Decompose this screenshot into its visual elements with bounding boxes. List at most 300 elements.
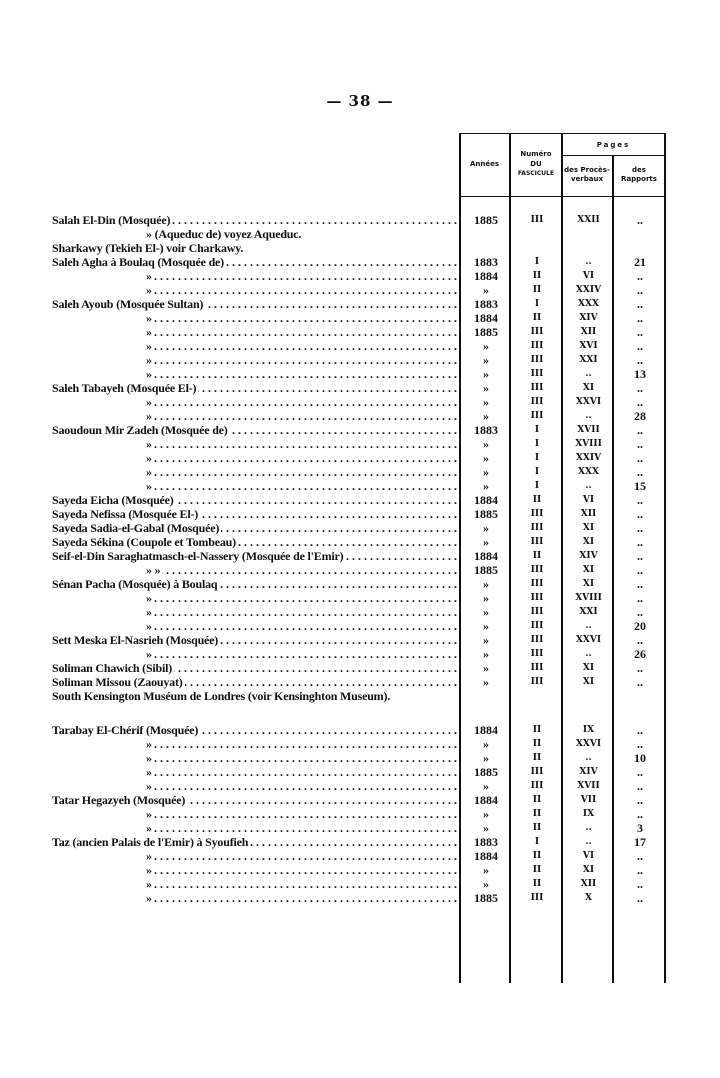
- entry-proces-verbaux: XII: [580, 327, 597, 337]
- table-row: [0, 409, 720, 423]
- entry-rapports: ..: [637, 297, 643, 311]
- entry-year: »: [483, 619, 489, 633]
- entry-fascicule: III: [530, 663, 544, 673]
- table-row: [0, 835, 720, 849]
- entry-fascicule: II: [532, 313, 542, 323]
- entry-proces-verbaux: XXVI: [575, 739, 602, 749]
- entry-fascicule: II: [532, 725, 542, 735]
- entry-year: »: [483, 577, 489, 591]
- entry-proces-verbaux: XXVI: [575, 397, 602, 407]
- entry-year: »: [483, 535, 489, 549]
- table-row: [0, 737, 720, 751]
- table-row: [0, 647, 720, 661]
- entry-proces-verbaux: VI: [582, 495, 595, 505]
- entry-label-text: Tatar Hegazyeh (Mosquée): [52, 793, 186, 807]
- entry-proces-verbaux: XXX: [578, 299, 599, 309]
- entry-label-text: »: [52, 807, 154, 821]
- entry-label-text: »: [52, 877, 154, 891]
- table-row: [0, 605, 720, 619]
- entry-rapports: ..: [637, 437, 643, 451]
- entry-label-text: » »: [52, 563, 162, 577]
- entry-proces-verbaux: XXX: [578, 467, 599, 477]
- entry-rapports: ..: [637, 849, 643, 863]
- entry-label-text: Soliman Missou (Zaouyat): [52, 675, 183, 689]
- entry-year: 1884: [474, 269, 498, 283]
- entry-label-text: »: [52, 591, 154, 605]
- entry-rapports: ..: [637, 863, 643, 877]
- entry-proces-verbaux: ..: [585, 837, 592, 847]
- entry-rapports: ..: [637, 311, 643, 325]
- entry-label-text: Sett Meska El-Nasrieh (Mosquée): [52, 633, 219, 647]
- table-row: [0, 751, 720, 765]
- entry-proces-verbaux: XIV: [579, 767, 598, 777]
- entry-year: 1885: [474, 891, 498, 905]
- entry-year: »: [483, 675, 489, 689]
- entry-proces-verbaux: XI: [582, 537, 595, 547]
- pages-sub-rule: [561, 155, 666, 156]
- entry-label-text: »: [52, 821, 154, 835]
- entry-year: »: [483, 381, 489, 395]
- entry-proces-verbaux: XXI: [579, 355, 598, 365]
- table-row: [0, 437, 720, 451]
- table-row: [0, 849, 720, 863]
- entry-label-text: »: [52, 765, 154, 779]
- entry-label: [52, 619, 457, 633]
- entry-label-text: Saleh Tabayeh (Mosquée El-): [52, 381, 197, 395]
- entry-year: 1884: [474, 549, 498, 563]
- entry-rapports: ..: [637, 877, 643, 891]
- entry-label: [52, 493, 457, 507]
- entry-rapports: 15: [634, 479, 646, 493]
- entry-label-text: »: [52, 353, 154, 367]
- entry-label-text: »: [52, 395, 154, 409]
- table-row: [0, 255, 720, 269]
- entry-label-text: »: [52, 737, 154, 751]
- entry-proces-verbaux: IX: [582, 809, 595, 819]
- entry-rapports: 10: [634, 751, 646, 765]
- table-row: [0, 451, 720, 465]
- entry-label: [52, 723, 457, 737]
- entry-label: [52, 367, 457, 381]
- table-row: [0, 367, 720, 381]
- entry-proces-verbaux: XXI: [579, 607, 598, 617]
- entry-proces-verbaux: XI: [582, 565, 595, 575]
- entry-fascicule: III: [530, 537, 544, 547]
- table-row: [0, 381, 720, 395]
- entry-proces-verbaux: ..: [585, 369, 592, 379]
- table-row: [0, 765, 720, 779]
- entry-label-text: Sayeda Sékina (Coupole et Tombeau): [52, 535, 236, 549]
- entry-fascicule: III: [530, 509, 544, 519]
- entry-fascicule: III: [530, 893, 544, 903]
- entry-fascicule: II: [532, 865, 542, 875]
- entry-label: [52, 689, 457, 703]
- entry-label: [52, 395, 457, 409]
- table-row: [0, 395, 720, 409]
- entry-label: [52, 835, 457, 849]
- entry-rapports: ..: [637, 451, 643, 465]
- table-row: [0, 779, 720, 793]
- entry-label-text: Saleh Ayoub (Mosquée Sultan): [52, 297, 204, 311]
- entry-proces-verbaux: XXIV: [575, 453, 602, 463]
- entry-proces-verbaux: ..: [585, 411, 592, 421]
- entry-rapports: 17: [634, 835, 646, 849]
- table-row: [0, 297, 720, 311]
- entry-year: 1885: [474, 325, 498, 339]
- entry-label-text: »: [52, 451, 154, 465]
- entry-label-text: »: [52, 479, 154, 493]
- entry-proces-verbaux: ..: [585, 621, 592, 631]
- entry-year: »: [483, 339, 489, 353]
- header-pages: Pages: [596, 141, 631, 149]
- entry-fascicule: III: [530, 397, 544, 407]
- entry-label: [52, 507, 457, 521]
- entry-fascicule: III: [530, 355, 544, 365]
- entry-rapports: ..: [637, 605, 643, 619]
- header-fascicule: FASCICULE: [517, 170, 555, 177]
- entry-rapports: ..: [637, 591, 643, 605]
- table-row: [0, 633, 720, 647]
- entry-rapports: ..: [637, 395, 643, 409]
- entry-proces-verbaux: XII: [580, 879, 597, 889]
- entry-fascicule: I: [534, 481, 540, 491]
- entry-proces-verbaux: XI: [582, 383, 595, 393]
- entry-rapports: ..: [637, 661, 643, 675]
- entry-proces-verbaux: XXVI: [575, 635, 602, 645]
- entry-label-text: »: [52, 367, 154, 381]
- entry-rapports: ..: [637, 737, 643, 751]
- entry-rapports: ..: [637, 353, 643, 367]
- entry-proces-verbaux: VI: [582, 851, 595, 861]
- entry-label-text: »: [52, 863, 154, 877]
- entry-proces-verbaux: XVII: [577, 781, 600, 791]
- entry-rapports: ..: [637, 535, 643, 549]
- entry-year: 1883: [474, 835, 498, 849]
- entry-rapports: ..: [637, 723, 643, 737]
- entry-label-text: »: [52, 619, 154, 633]
- table-row: [0, 283, 720, 297]
- header-des: des: [632, 166, 646, 174]
- table-row: [0, 661, 720, 675]
- entry-fascicule: III: [530, 767, 544, 777]
- entry-year: 1885: [474, 213, 498, 227]
- entry-fascicule: II: [532, 271, 542, 281]
- entry-year: »: [483, 751, 489, 765]
- entry-year: »: [483, 737, 489, 751]
- entry-label: [52, 479, 457, 493]
- header-du: DU: [530, 160, 542, 168]
- entry-fascicule: II: [532, 879, 542, 889]
- entry-label: [52, 779, 457, 793]
- entry-year: »: [483, 877, 489, 891]
- entry-rapports: ..: [637, 423, 643, 437]
- entry-rapports: ..: [637, 269, 643, 283]
- entry-rapports: 28: [634, 409, 646, 423]
- entry-year: »: [483, 779, 489, 793]
- entry-year: »: [483, 367, 489, 381]
- entry-year: »: [483, 807, 489, 821]
- entry-label: [52, 891, 457, 905]
- entry-label: [52, 577, 457, 591]
- entry-fascicule: III: [530, 781, 544, 791]
- entry-label: [52, 765, 457, 779]
- table-row: [0, 493, 720, 507]
- entry-proces-verbaux: ..: [585, 481, 592, 491]
- entry-rapports: 21: [634, 255, 646, 269]
- entry-year: 1883: [474, 255, 498, 269]
- entry-label: [52, 633, 457, 647]
- entry-rapports: ..: [637, 283, 643, 297]
- entry-label-text: Sénan Pacha (Mosquée) à Boulaq: [52, 577, 218, 591]
- entry-rapports: 20: [634, 619, 646, 633]
- header-annees: Années: [469, 160, 500, 168]
- entry-label: [52, 661, 457, 675]
- entry-proces-verbaux: X: [585, 893, 592, 903]
- entry-fascicule: III: [530, 677, 544, 687]
- entry-fascicule: III: [530, 327, 544, 337]
- entry-rapports: ..: [637, 793, 643, 807]
- entry-proces-verbaux: ..: [585, 649, 592, 659]
- entry-fascicule: III: [530, 565, 544, 575]
- table-row: [0, 339, 720, 353]
- entry-fascicule: III: [530, 593, 544, 603]
- entry-label-text: »: [52, 409, 154, 423]
- entry-label: [52, 381, 457, 395]
- table-row: [0, 353, 720, 367]
- table-row: [0, 241, 720, 255]
- entry-label: [52, 339, 457, 353]
- entry-year: »: [483, 437, 489, 451]
- entry-label: [52, 863, 457, 877]
- entry-label-text: »: [52, 339, 154, 353]
- entry-label: [52, 325, 457, 339]
- table-row: [0, 549, 720, 563]
- table-row: [0, 563, 720, 577]
- entry-label-text: »: [52, 283, 154, 297]
- entry-label-text: »: [52, 849, 154, 863]
- entry-year: »: [483, 591, 489, 605]
- header-bottom-rule: [459, 196, 666, 197]
- entry-rapports: ..: [637, 891, 643, 905]
- table-row: [0, 213, 720, 227]
- entry-label: [52, 311, 457, 325]
- entry-label: [52, 821, 457, 835]
- entry-fascicule: I: [534, 453, 540, 463]
- table-row: [0, 723, 720, 737]
- entry-proces-verbaux: XIV: [579, 313, 598, 323]
- entry-label-text: Taz (ancien Palais de l'Emir) à Syoufieh: [52, 835, 249, 849]
- entry-fascicule: II: [532, 739, 542, 749]
- entry-label-text: » (Aqueduc de) voyez Aqueduc.: [52, 227, 303, 241]
- entry-year: »: [483, 821, 489, 835]
- entry-label-text: Seif-el-Din Saraghatmasch-el-Nassery (Mosquée de l'Emir): [52, 549, 344, 563]
- table-top-rule: [459, 133, 666, 134]
- entry-label-text: South Kensington Muséum de Londres (voir Kensinghton Museum).: [52, 689, 391, 703]
- entry-year: 1883: [474, 423, 498, 437]
- header-proces: des Procès-: [564, 166, 610, 174]
- entry-label-text: »: [52, 269, 154, 283]
- entry-proces-verbaux: ..: [585, 823, 592, 833]
- entry-fascicule: I: [534, 257, 540, 267]
- entry-fascicule: III: [530, 411, 544, 421]
- entry-label: [52, 535, 457, 549]
- entry-proces-verbaux: XIV: [579, 551, 598, 561]
- table-row: [0, 689, 720, 703]
- entry-label: [52, 451, 457, 465]
- table-row: [0, 891, 720, 905]
- entry-rapports: ..: [637, 339, 643, 353]
- entry-label-text: Sharkawy (Tekieh El-) voir Charkawy.: [52, 241, 244, 255]
- table-row: [0, 507, 720, 521]
- table-row: [0, 521, 720, 535]
- entry-fascicule: I: [534, 299, 540, 309]
- entry-rapports: ..: [637, 807, 643, 821]
- table-row: [0, 479, 720, 493]
- entry-fascicule: II: [532, 495, 542, 505]
- entry-label-text: Salah El-Din (Mosquée): [52, 213, 171, 227]
- entry-rapports: ..: [637, 563, 643, 577]
- table-row: [0, 793, 720, 807]
- table-row: [0, 423, 720, 437]
- entry-rapports: ..: [637, 577, 643, 591]
- entry-fascicule: III: [530, 607, 544, 617]
- header-verbaux: verbaux: [571, 175, 603, 183]
- header-rapports: Rapports: [621, 175, 657, 183]
- entry-year: 1885: [474, 765, 498, 779]
- entry-label-text: »: [52, 891, 154, 905]
- entry-year: »: [483, 521, 489, 535]
- entry-label-text: Saoudoun Mir Zadeh (Mosquée de): [52, 423, 228, 437]
- entry-label: [52, 241, 457, 255]
- entry-proces-verbaux: XXIV: [575, 285, 602, 295]
- entry-rapports: ..: [637, 465, 643, 479]
- entry-rapports: 3: [637, 821, 643, 835]
- entry-proces-verbaux: XI: [582, 523, 595, 533]
- entry-year: 1884: [474, 493, 498, 507]
- entry-year: »: [483, 353, 489, 367]
- entry-label: [52, 793, 457, 807]
- entry-fascicule: I: [534, 467, 540, 477]
- entry-label-text: »: [52, 325, 154, 339]
- entry-fascicule: II: [532, 285, 542, 295]
- entry-fascicule: III: [530, 369, 544, 379]
- entry-rapports: ..: [637, 549, 643, 563]
- entry-fascicule: II: [532, 809, 542, 819]
- entry-year: »: [483, 409, 489, 423]
- entry-proces-verbaux: VI: [582, 271, 595, 281]
- entry-fascicule: III: [530, 649, 544, 659]
- entry-year: »: [483, 283, 489, 297]
- entry-proces-verbaux: XVII: [577, 425, 600, 435]
- entry-label-text: »: [52, 465, 154, 479]
- entry-rapports: ..: [637, 325, 643, 339]
- entry-year: »: [483, 479, 489, 493]
- table-row: [0, 325, 720, 339]
- entry-rapports: 13: [634, 367, 646, 381]
- entry-label-text: Sayeda Eicha (Mosquée): [52, 493, 174, 507]
- entry-fascicule: III: [530, 341, 544, 351]
- entry-rapports: ..: [637, 765, 643, 779]
- entry-fascicule: III: [530, 215, 544, 225]
- entry-rapports: ..: [637, 507, 643, 521]
- entry-proces-verbaux: ..: [585, 257, 592, 267]
- entry-proces-verbaux: ..: [585, 753, 592, 763]
- entry-fascicule: III: [530, 579, 544, 589]
- entry-label: [52, 465, 457, 479]
- entry-label-text: Sayeda Nefissa (Mosquée El-): [52, 507, 199, 521]
- entry-fascicule: II: [532, 851, 542, 861]
- entry-label: [52, 283, 457, 297]
- entry-rapports: ..: [637, 521, 643, 535]
- entry-proces-verbaux: XI: [582, 677, 595, 687]
- entry-label-text: »: [52, 311, 154, 325]
- entry-label: [52, 563, 457, 577]
- entry-label-text: Tarabay El-Chérif (Mosquée): [52, 723, 199, 737]
- table-row: [0, 227, 720, 241]
- table-row: [0, 619, 720, 633]
- entry-label-text: Soliman Chawich (Sibil): [52, 661, 173, 675]
- entry-year: 1883: [474, 297, 498, 311]
- entry-rapports: ..: [637, 633, 643, 647]
- entry-label: [52, 877, 457, 891]
- header-numero: Numéro: [520, 150, 552, 158]
- entry-year: »: [483, 647, 489, 661]
- entry-proces-verbaux: XVIII: [575, 439, 602, 449]
- entry-label: [52, 605, 457, 619]
- entry-fascicule: I: [534, 439, 540, 449]
- entry-label: [52, 437, 457, 451]
- entry-label: [52, 675, 457, 689]
- entry-label: [52, 213, 457, 227]
- entry-proces-verbaux: XI: [582, 663, 595, 673]
- entry-year: »: [483, 451, 489, 465]
- entry-fascicule: III: [530, 635, 544, 645]
- entry-year: »: [483, 395, 489, 409]
- entry-label-text: »: [52, 605, 154, 619]
- entry-label-text: »: [52, 647, 154, 661]
- entry-year: »: [483, 465, 489, 479]
- entry-label-text: Sayeda Sadia-el-Gabal (Mosquée): [52, 521, 220, 535]
- entry-label: [52, 409, 457, 423]
- entry-label: [52, 269, 457, 283]
- table-row: [0, 675, 720, 689]
- entry-year: »: [483, 661, 489, 675]
- table-row: [0, 591, 720, 605]
- table-row: [0, 807, 720, 821]
- entry-proces-verbaux: XVI: [579, 341, 598, 351]
- table-row: [0, 269, 720, 283]
- entry-year: 1885: [474, 507, 498, 521]
- entry-rapports: ..: [637, 675, 643, 689]
- table-row: [0, 465, 720, 479]
- entry-label: [52, 591, 457, 605]
- entry-year: 1884: [474, 849, 498, 863]
- entry-rapports: ..: [637, 381, 643, 395]
- entry-rapports: ..: [637, 779, 643, 793]
- table-row: [0, 877, 720, 891]
- table-row: [0, 311, 720, 325]
- entry-label-text: »: [52, 437, 154, 451]
- entry-label: [52, 521, 457, 535]
- entry-label: [52, 255, 457, 269]
- entry-label: [52, 737, 457, 751]
- entry-fascicule: III: [530, 621, 544, 631]
- table-row: [0, 821, 720, 835]
- entry-rapports: 26: [634, 647, 646, 661]
- entry-proces-verbaux: XII: [580, 509, 597, 519]
- entry-fascicule: II: [532, 551, 542, 561]
- entry-proces-verbaux: XVIII: [575, 593, 602, 603]
